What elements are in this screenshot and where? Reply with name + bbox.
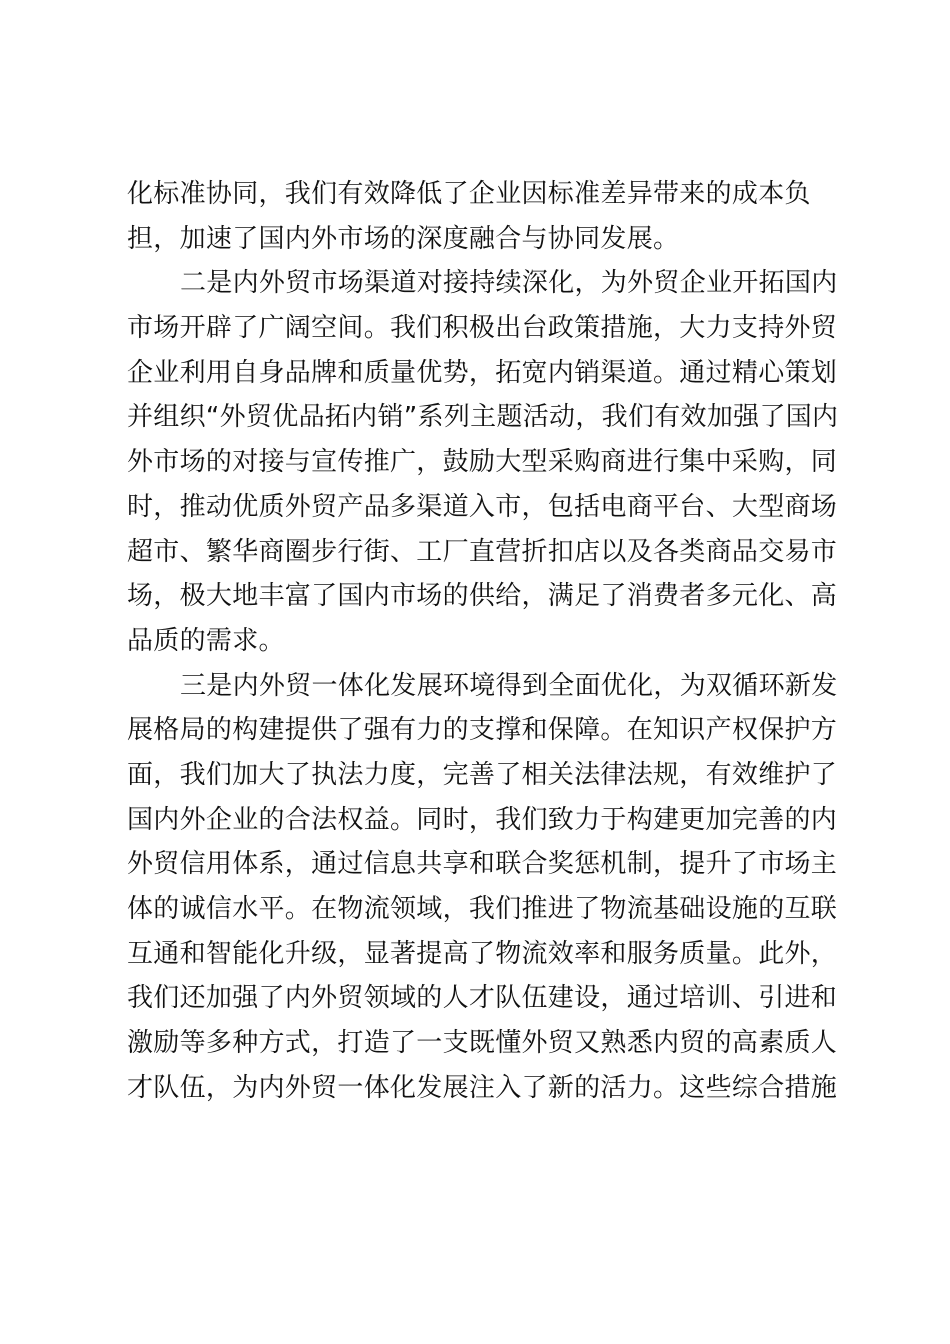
text-line: 时，推动优质外贸产品多渠道入市，包括电商平台、大型商场 xyxy=(127,491,838,522)
text-line: 并组织“外贸优品拓内销”系列主题活动，我们有效加强了国内 xyxy=(127,402,839,433)
text-line: 品质的需求。 xyxy=(127,625,285,656)
text-line: 体的诚信水平。在物流领域，我们推进了物流基础设施的互联 xyxy=(127,894,838,924)
paragraph-start-line: 二是内外贸市场渠道对接持续深化，为外贸企业开拓国内 xyxy=(180,268,838,299)
paragraph-start-line: 三是内外贸一体化发展环境得到全面优化，为双循环新发 xyxy=(180,670,838,701)
body-text xyxy=(127,172,839,1110)
text-line: 外市场的对接与宣传推广，鼓励大型采购商进行集中采购，同 xyxy=(127,447,838,478)
text-line: 激励等多种方式，打造了一支既懂外贸又熟悉内贸的高素质人 xyxy=(127,1028,838,1059)
text-line: 面，我们加大了执法力度，完善了相关法律法规，有效维护了 xyxy=(127,759,838,790)
text-line: 场，极大地丰富了国内市场的供给，满足了消费者多元化、高 xyxy=(127,581,838,612)
text-line: 化标准协同，我们有效降低了企业因标准差异带来的成本负 xyxy=(127,179,811,209)
text-line: 展格局的构建提供了强有力的支撑和保障。在知识产权保护方 xyxy=(127,715,838,746)
text-line: 国内外企业的合法权益。同时，我们致力于构建更加完善的内 xyxy=(127,804,838,835)
text-line: 超市、繁华商圈步行街、工厂直营折扣店以及各类商品交易市 xyxy=(127,536,838,567)
text-line: 外贸信用体系，通过信息共享和联合奖惩机制，提升了市场主 xyxy=(127,849,838,880)
text-line: 互通和智能化升级，显著提高了物流效率和服务质量。此外， xyxy=(127,938,838,969)
text-line: 我们还加强了内外贸领域的人才队伍建设，通过培训、引进和 xyxy=(127,983,838,1014)
text-line: 才队伍，为内外贸一体化发展注入了新的活力。这些综合措施 xyxy=(127,1072,838,1103)
text-line: 企业利用自身品牌和质量优势，拓宽内销渠道。通过精心策划 xyxy=(127,357,838,388)
text-line: 市场开辟了广阔空间。我们积极出台政策措施，大力支持外贸 xyxy=(127,313,838,344)
text-line: 担，加速了国内外市场的深度融合与协同发展。 xyxy=(127,223,680,254)
